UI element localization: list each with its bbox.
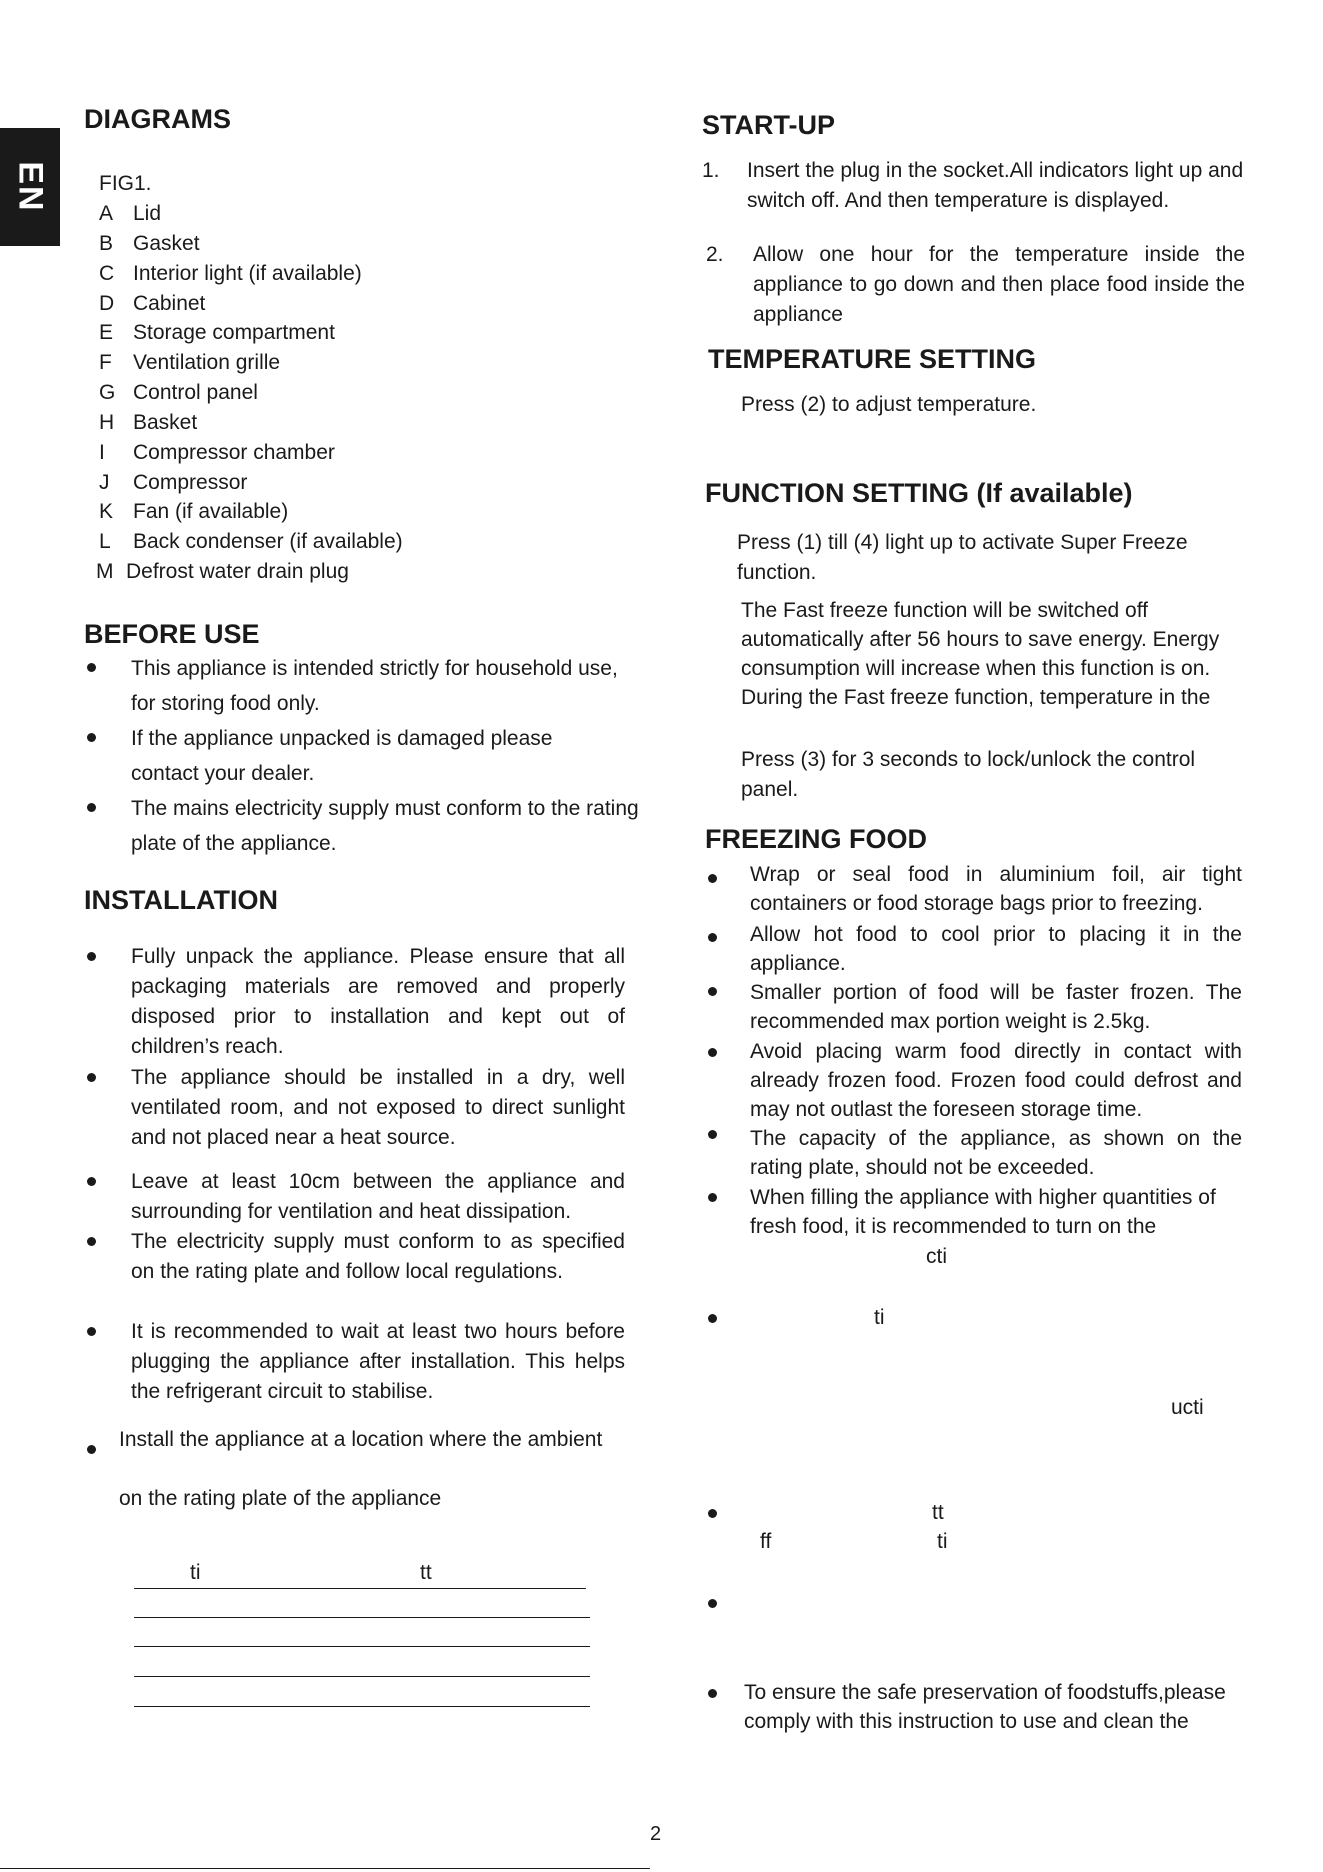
before-use-item: This appliance is intended strictly for household use, for storing food only. [131, 657, 618, 715]
freezing-item: Allow hot food to cool prior to placing it in the appliance. [750, 923, 1242, 975]
table-fragment: tt [420, 1561, 432, 1584]
bullet-dot [87, 952, 96, 961]
list-item: F Ventilation grille [99, 351, 281, 374]
installation-item: The appliance should be installed in a dry, well ventilated room, and not exposed to direct sunlight and not placed near a heat source. [131, 1066, 625, 1149]
installation-item: It is recommended to wait at least two hours before plugging the appliance after installation. This helps the refrigerant circuit to stabilise. [131, 1320, 625, 1403]
freezing-item: When filling the appliance with higher quantities of fresh food, it is recommended to turn on the [750, 1186, 1216, 1238]
list-item: C Interior light (if available) [99, 262, 362, 285]
function-text-1: Press (1) till (4) light up to activate Super Freeze function. [737, 531, 1188, 584]
table-rule [134, 1646, 590, 1647]
text-fragment: ucti [1171, 1396, 1204, 1419]
freezing-item: The capacity of the appliance, as shown on the rating plate, should not be exceeded. [750, 1127, 1242, 1179]
list-item: L Back condenser (if available) [99, 530, 403, 553]
freezing-item: Wrap or seal food in aluminium foil, air tight containers or food storage bags prior to freezing. [750, 863, 1242, 915]
table-rule [134, 1676, 590, 1677]
list-item: J Compressor [99, 471, 248, 494]
diagrams-title: DIAGRAMS [84, 104, 231, 134]
bullet-dot [708, 1193, 717, 1202]
text-fragment: tt [932, 1501, 944, 1524]
bullet-dot [708, 1314, 717, 1323]
list-item: E Storage compartment [99, 321, 335, 344]
text-fragment: cti [926, 1245, 947, 1268]
bullet-dot [708, 987, 717, 996]
bullet-dot [708, 1599, 717, 1608]
installation-continuation: on the rating plate of the appliance [119, 1487, 442, 1510]
table-rule [134, 1706, 590, 1707]
page-number: 2 [650, 1823, 662, 1845]
bullet-dot [708, 1689, 717, 1698]
table-fragment: ti [190, 1561, 201, 1584]
startup-step-num: 1. [702, 159, 720, 182]
installation-item: The electricity supply must conform to as specified on the rating plate and follow local regulations. [131, 1230, 625, 1283]
list-item: M Defrost water drain plug [96, 560, 349, 583]
bullet-dot [87, 663, 96, 672]
freezing-title: FREEZING FOOD [705, 824, 927, 854]
bullet-dot [87, 1327, 96, 1336]
list-item: I Compressor chamber [99, 441, 335, 464]
bullet-dot [708, 1048, 717, 1057]
before-use-item: If the appliance unpacked is damaged please contact your dealer. [131, 727, 553, 785]
list-item: A Lid [99, 202, 162, 225]
bullet-dot [87, 1445, 96, 1454]
before-use-title: BEFORE USE [84, 619, 260, 649]
language-tab-label: EN [11, 161, 50, 213]
bullet-dot [708, 1130, 717, 1139]
startup-step-num: 2. [706, 243, 724, 266]
bullet-dot [708, 933, 717, 942]
text-fragment: ti [937, 1530, 948, 1553]
freezing-last-item: To ensure the safe preservation of foodstuffs,please comply with this instruction to use and clean the [744, 1681, 1226, 1733]
list-item: D Cabinet [99, 292, 206, 315]
bullet-dot [708, 1509, 717, 1518]
bullet-dot [87, 733, 96, 742]
installation-title: INSTALLATION [84, 885, 278, 915]
language-tab [0, 128, 60, 246]
freezing-item: Avoid placing warm food directly in contact with already frozen food. Frozen food could defrost and may not outlast the foreseen storage time. [750, 1040, 1242, 1121]
fig-label: FIG1. [99, 172, 152, 195]
list-item: K Fan (if available) [99, 500, 289, 523]
temperature-title: TEMPERATURE SETTING [708, 344, 1037, 374]
before-use-item: The mains electricity supply must conform to the rating plate of the appliance. [131, 797, 639, 855]
startup-title: START-UP [702, 110, 835, 140]
function-title: FUNCTION SETTING (If available) [705, 478, 1133, 508]
footer-rule [0, 1868, 650, 1869]
bullet-dot [87, 1073, 96, 1082]
installation-item: Leave at least 10cm between the appliance and surrounding for ventilation and heat dissipation. [131, 1170, 625, 1223]
bullet-dot [87, 1177, 96, 1186]
list-item: B Gasket [99, 232, 200, 255]
temperature-text: Press (2) to adjust temperature. [741, 393, 1037, 416]
freezing-item: Smaller portion of food will be faster frozen. The recommended max portion weight is 2.5kg. [750, 981, 1242, 1033]
table-rule [134, 1588, 586, 1589]
list-item: H Basket [99, 411, 198, 434]
installation-item: Fully unpack the appliance. Please ensure that all packaging materials are removed and properly disposed prior to installation and kept out of children’s reach. [131, 945, 625, 1058]
bullet-dot [87, 1237, 96, 1246]
text-fragment: ti [874, 1306, 885, 1329]
startup-step-text: Allow one hour for the temperature inside the appliance to go down and then place food inside the appliance [753, 243, 1245, 326]
bullet-dot [87, 803, 96, 812]
startup-step-text: Insert the plug in the socket.All indicators light up and switch off. And then temperature is displayed. [747, 159, 1244, 212]
text-fragment: ff [760, 1530, 772, 1553]
installation-item: Install the appliance at a location where the ambient [119, 1428, 603, 1451]
function-text-2: The Fast freeze function will be switched off automatically after 56 hours to save energy. Energy consumption will increase when this function is on. During the Fast freeze function, temperature in the [741, 599, 1220, 709]
list-item: G Control panel [99, 381, 258, 404]
function-text-3: Press (3) for 3 seconds to lock/unlock the control panel. [741, 748, 1196, 801]
bullet-dot [708, 874, 717, 883]
table-rule [134, 1617, 590, 1618]
